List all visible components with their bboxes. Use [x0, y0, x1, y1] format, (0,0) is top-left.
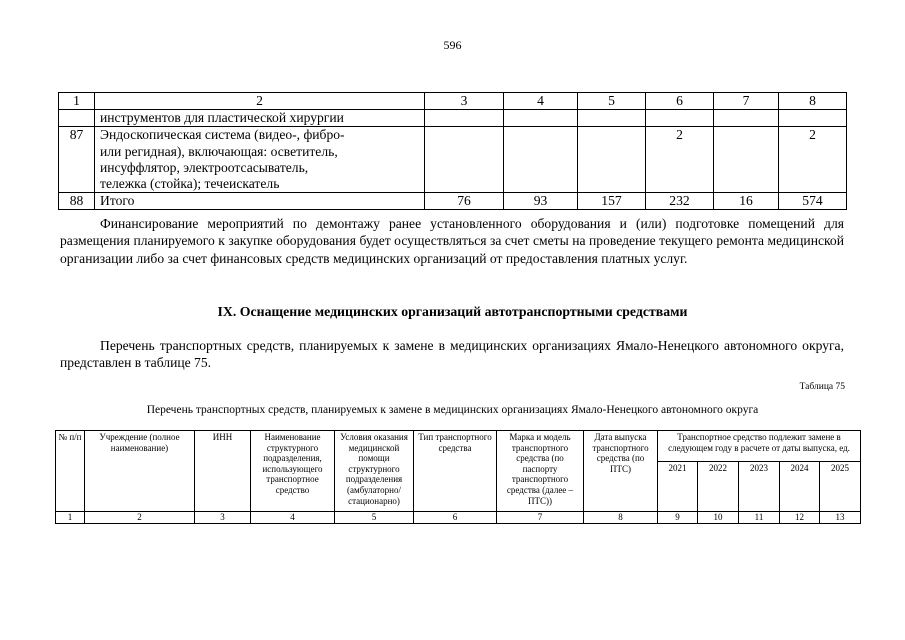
page-number: 596	[443, 38, 462, 52]
transport-table	[55, 430, 861, 524]
year-header: 2023	[739, 462, 780, 512]
table-header-row	[56, 431, 861, 462]
cell	[504, 127, 578, 193]
cell	[714, 127, 779, 193]
row-description	[95, 127, 425, 193]
header-cell: 3	[425, 93, 504, 110]
row-number: 87	[59, 127, 95, 193]
cell	[425, 110, 504, 127]
row-number: 88	[59, 193, 95, 210]
row-description	[95, 193, 425, 210]
cell: 574	[779, 193, 847, 210]
cell	[646, 110, 714, 127]
cell: 93	[504, 193, 578, 210]
column-number: 11	[739, 512, 780, 524]
row-description	[95, 110, 425, 127]
cell	[504, 110, 578, 127]
transport-paragraph	[60, 337, 844, 372]
desc-line: инструментов для пластической хирургии	[100, 110, 344, 126]
header-cell: 4	[504, 93, 578, 110]
row-number	[59, 110, 95, 127]
desc-line: тележка (стойка); течеискатель	[100, 176, 280, 192]
year-header: 2025	[820, 462, 861, 512]
year-header: 2022	[698, 462, 739, 512]
header-cell: 5	[578, 93, 646, 110]
desc-line: Итого	[100, 193, 135, 209]
header-conditions: Условия оказания медицинской помощи структурного подразделения (амбулаторно/ стационарно)	[335, 431, 414, 512]
cell: 157	[578, 193, 646, 210]
cell	[425, 127, 504, 193]
header-cell: 1	[59, 93, 95, 110]
table-row	[59, 127, 847, 193]
header-type: Тип транспортного средства	[414, 431, 497, 512]
header-cell: 8	[779, 93, 847, 110]
desc-line: или регидная), включающая: осветитель,	[100, 143, 338, 159]
cell: 16	[714, 193, 779, 210]
column-number: 6	[414, 512, 497, 524]
section-title: IX. Оснащение медицинских организаций автотранспортными средствами	[217, 304, 688, 319]
cell: 2	[646, 127, 714, 193]
table-label: Таблица 75	[799, 382, 845, 392]
header-cell: 6	[646, 93, 714, 110]
header-unit: Наименование структурного подразделения, использующего транспортное средство	[251, 431, 335, 512]
header-replace: Транспортное средство подлежит замене в следующем году в расчете от даты выпуска, ед.	[658, 431, 861, 462]
cell	[578, 127, 646, 193]
cell: 232	[646, 193, 714, 210]
cell	[714, 110, 779, 127]
desc-line: инсуффлятор, электроотсасыватель,	[100, 159, 309, 175]
column-number: 2	[85, 512, 195, 524]
financing-paragraph	[60, 215, 844, 267]
header-institution: Учреждение (полное наименование)	[85, 431, 195, 512]
paragraph-text: Перечень транспортных средств, планируемых к замене в медицинских организациях Ямало-Ненецкого автономного округа, представлен в таблице 75.	[60, 338, 844, 371]
header-date: Дата выпуска транспортного средства (по ПТС)	[584, 431, 658, 512]
cell: 2	[779, 127, 847, 193]
column-number-row	[56, 512, 861, 524]
cell	[779, 110, 847, 127]
column-number: 1	[56, 512, 85, 524]
desc-line: Эндоскопическая система (видео-, фибро-	[100, 127, 345, 143]
cell: 76	[425, 193, 504, 210]
column-number: 12	[780, 512, 820, 524]
column-number: 13	[820, 512, 861, 524]
cell	[578, 110, 646, 127]
header-cell: 2	[95, 93, 425, 110]
header-cell: 7	[714, 93, 779, 110]
header-brand: Марка и модель транспортного средства (по паспорту транспортного средства (далее – ПТС))	[497, 431, 584, 512]
paragraph-text: Финансирование мероприятий по демонтажу ранее установленного оборудования и (или) подготовке помещений для размещения планируемого к закупке оборудования будет осуществляться за счет сметы на проведение текущего ремонта медицинской организации либо за счет финансовых средств медицинских организаций от предоставления платных услуг.	[60, 216, 844, 266]
table-row	[59, 110, 847, 127]
column-number: 8	[584, 512, 658, 524]
header-num: № п/п	[56, 431, 85, 512]
year-header: 2024	[780, 462, 820, 512]
table-row-total	[59, 193, 847, 210]
column-number: 9	[658, 512, 698, 524]
column-number: 10	[698, 512, 739, 524]
table-caption: Перечень транспортных средств, планируемых к замене в медицинских организациях Ямало-Ненецкого автономного округа	[146, 404, 759, 416]
column-number: 5	[335, 512, 414, 524]
column-number: 4	[251, 512, 335, 524]
equipment-table	[58, 92, 847, 210]
table-header-row	[59, 93, 847, 110]
column-number: 3	[195, 512, 251, 524]
year-header: 2021	[658, 462, 698, 512]
column-number: 7	[497, 512, 584, 524]
header-inn: ИНН	[195, 431, 251, 512]
